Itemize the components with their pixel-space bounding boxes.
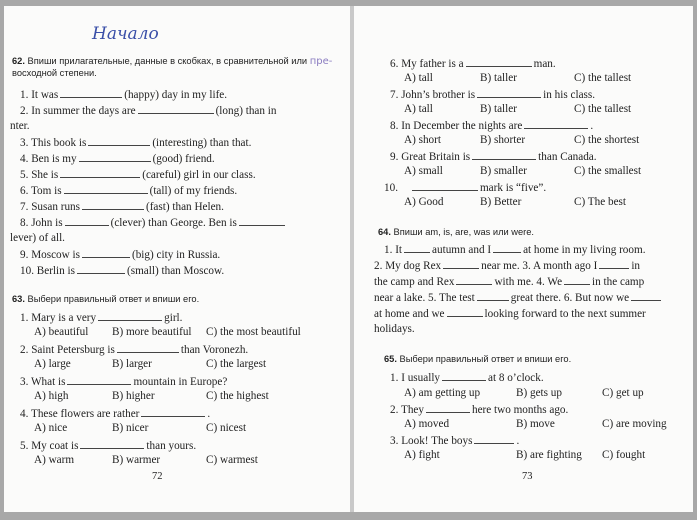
ex63-q9: 9. Great Britain is than Canada.: [390, 151, 597, 163]
ex65-q1-b: B) gets up: [516, 387, 562, 399]
ex63-q8-a: A) short: [404, 134, 441, 146]
ex63-q7-b: B) taller: [480, 103, 517, 115]
ex63-q2-b: B) larger: [112, 358, 152, 370]
ex63-q10-c: C) The best: [574, 196, 626, 208]
ex62-item-2: 2. In summer the days are (long) than in: [20, 105, 277, 117]
page-number-left: 72: [152, 471, 163, 482]
ex63-q3-b: B) higher: [112, 390, 155, 402]
ex64-line-3: the camp and Rex with me. 4. We in the camp: [374, 276, 645, 288]
ex63-q9-a: A) small: [404, 165, 443, 177]
ex65-q1: 1. I usually at 8 o’clock.: [390, 372, 544, 384]
ex65-q1-c: C) get up: [602, 387, 644, 399]
ex64-line-1: 1. It autumn and I at home in my living room.: [384, 244, 646, 256]
ex65-q3-c: C) fought: [602, 449, 646, 461]
ex63-q5-a: A) warm: [34, 454, 75, 466]
ex63-q8: 8. In December the nights are .: [390, 120, 594, 132]
ex63-q10-b: B) Better: [480, 196, 522, 208]
ex63-q1-a: A) beautiful: [34, 326, 89, 338]
handwritten-note: Начало: [92, 24, 159, 44]
ex65-q3-a: A) fight: [404, 449, 440, 461]
ex63-q4-c: C) nicest: [206, 422, 247, 434]
ex62-item-1: 1. It was (happy) day in my life.: [20, 89, 228, 101]
ex65-q2-c: C) are moving: [602, 418, 667, 430]
ex63-q2-c: C) the largest: [206, 358, 267, 370]
ex65-q2-b: B) move: [516, 418, 555, 430]
ex65-q2: 2. They here two months ago.: [390, 404, 569, 416]
ex62-item-9: 9. Moscow is (big) city in Russia.: [20, 249, 221, 261]
ex63-q9-c: C) the smallest: [574, 165, 642, 177]
ex63-q5-c: C) warmest: [206, 454, 258, 466]
ex64-line-4: near a lake. 5. The test great there. 6. But now we: [374, 290, 663, 305]
ex62-instruction-line2: восходной степени.: [12, 68, 97, 78]
ex63-q8-c: C) the shortest: [574, 134, 640, 146]
ex63-q10: 10. mark is “five”.: [384, 182, 547, 194]
ex63-q1-b: B) more beautiful: [112, 326, 192, 338]
ex63-q9-b: B) smaller: [480, 165, 527, 177]
ex63-q1-c: C) the most beautiful: [206, 326, 301, 338]
ex62-item-3: 3. This book is (interesting) than that.: [20, 137, 252, 149]
ex63-q4-b: B) nicer: [112, 422, 149, 434]
ex62-item-10: 10. Berlin is (small) than Moscow.: [20, 265, 225, 277]
ex64-line-6: holidays.: [374, 323, 415, 335]
ex65-q3-b: B) are fighting: [516, 449, 582, 461]
ex62-item-8-cont: lever) of all.: [10, 232, 65, 244]
ex63-q3-a: A) high: [34, 390, 69, 402]
pencil-note: пре-: [309, 56, 333, 67]
ex62-item-7: 7. Susan runs (fast) than Helen.: [20, 201, 224, 213]
ex62-item-6: 6. Tom is (tall) of my friends.: [20, 185, 238, 197]
ex63-q3-c: C) the highest: [206, 390, 269, 402]
ex64-instruction: 64. Впиши am, is, are, was или were.: [378, 227, 535, 237]
ex63-instruction: 63. Выбери правильный ответ и впиши его.: [12, 294, 200, 304]
ex64-line-5: at home and we looking forward to the next summer: [374, 308, 646, 320]
ex63-q7-c: C) the tallest: [574, 103, 632, 115]
ex65-q1-a: A) am getting up: [404, 387, 481, 399]
ex63-q5: 5. My coat is than yours.: [20, 440, 197, 452]
ex63-q6-a: A) tall: [404, 72, 433, 84]
ex62-item-5: 5. She is (careful) girl in our class.: [20, 169, 256, 181]
ex63-q8-b: B) shorter: [480, 134, 526, 146]
ex65-q3: 3. Look! The boys .: [390, 435, 520, 447]
right-page: [354, 6, 693, 512]
ex62-item-2-cont: nter.: [10, 120, 30, 132]
ex63-q10-a: A) Good: [404, 196, 444, 208]
ex63-q7: 7. John’s brother is in his class.: [390, 89, 596, 101]
ex63-q7-a: A) tall: [404, 103, 433, 115]
ex63-q3: 3. What is mountain in Europe?: [20, 376, 228, 388]
ex63-q4: 4. These flowers are rather .: [20, 408, 211, 420]
ex65-instruction: 65. Выбери правильный ответ и впиши его.: [384, 354, 572, 364]
ex63-q1: 1. Mary is a very girl.: [20, 312, 183, 324]
page-number-right: 73: [522, 471, 533, 482]
ex63-q2: 2. Saint Petersburg is than Voronezh.: [20, 344, 249, 356]
ex62-instruction: 62. Впиши прилагательные, данные в скобках, в сравнительной или пре-: [12, 56, 333, 67]
ex63-q2-a: A) large: [34, 358, 71, 370]
ex63-q6: 6. My father is a man.: [390, 58, 556, 70]
ex64-line-2: 2. My dog Rex near me. 3. A month ago I in: [374, 260, 641, 272]
ex65-q2-a: A) moved: [404, 418, 450, 430]
ex63-q4-a: A) nice: [34, 422, 68, 434]
ex62-item-4: 4. Ben is my (good) friend.: [20, 153, 215, 165]
ex63-q5-b: B) warmer: [112, 454, 161, 466]
ex63-q6-b: B) taller: [480, 72, 517, 84]
ex62-item-8: 8. John is (clever) than George. Ben is: [20, 215, 287, 230]
ex63-q6-c: C) the tallest: [574, 72, 632, 84]
left-page: [4, 6, 350, 512]
